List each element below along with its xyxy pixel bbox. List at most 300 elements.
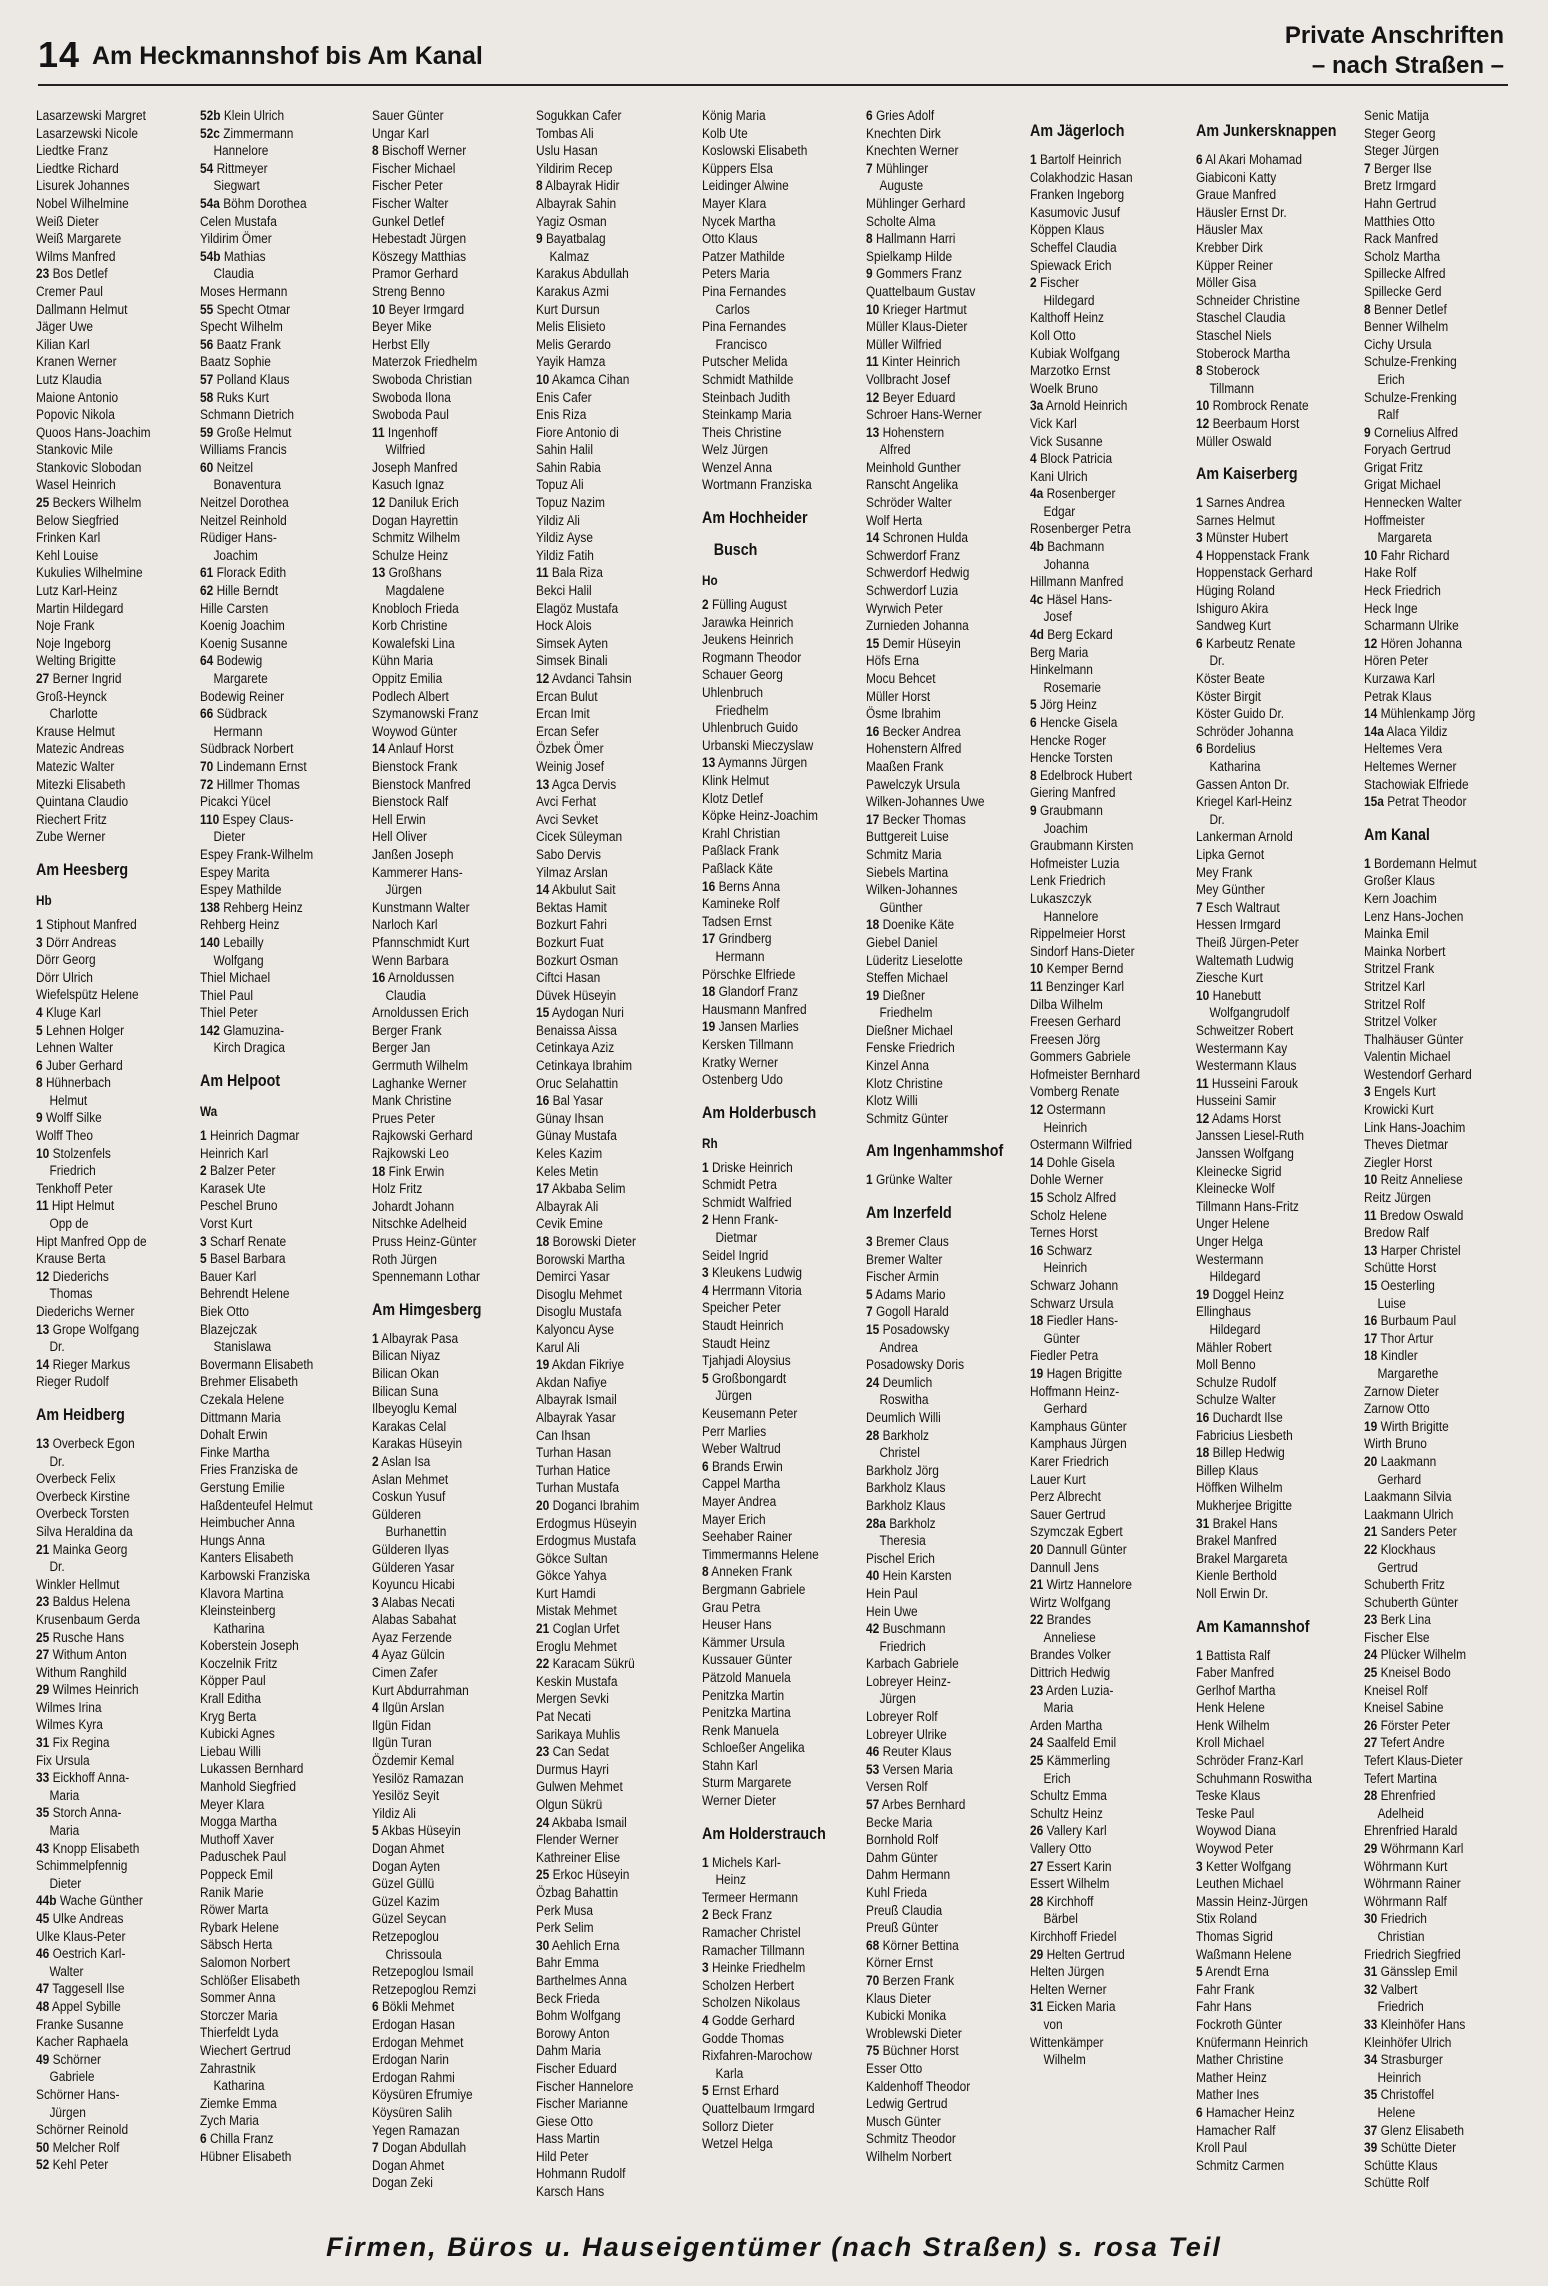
resident-entry: Uhlenbruch xyxy=(702,685,763,702)
resident-entry: 52 Kehl Peter xyxy=(36,2157,109,2174)
resident-entry: 10 Kemper Bernd xyxy=(1030,961,1124,978)
house-number: 46 xyxy=(36,1946,50,1963)
house-number: 6 xyxy=(372,1999,379,2016)
street-heading: Am Jägerloch xyxy=(1030,121,1125,140)
resident-entry: 23 Baldus Helena xyxy=(36,1594,131,1611)
resident-entry: Deumlich Willi xyxy=(866,1409,941,1426)
resident-entry: 14 Akbulut Sait xyxy=(536,882,616,899)
resident-entry: 12 Beerbaum Horst xyxy=(1196,415,1300,432)
resident-entry: Gommers Gabriele xyxy=(1030,1049,1131,1066)
resident-entry: Schörner Hans- xyxy=(36,2086,120,2103)
resident-entry: Diederichs Werner xyxy=(36,1304,135,1320)
resident-entry: Kowalefski Lina xyxy=(372,635,455,652)
resident-entry: Wilken-Johannes xyxy=(866,882,958,899)
house-number: 4 xyxy=(1030,451,1037,468)
house-number: 16 xyxy=(1030,1242,1044,1259)
house-number: 11 xyxy=(536,565,549,582)
resident-entry: Giebel Daniel xyxy=(866,934,938,951)
resident-entry: 4c Häsel Hans- xyxy=(1030,591,1113,608)
resident-entry: Heinrich xyxy=(1043,1260,1088,1277)
resident-entry: Faber Manfred xyxy=(1196,1665,1275,1682)
resident-entry: Kneisel Sabine xyxy=(1364,1700,1444,1717)
resident-entry: Katharina xyxy=(213,1620,265,1637)
resident-entry: Hennecken Walter xyxy=(1364,495,1462,512)
resident-entry: Anneliese xyxy=(1043,1629,1096,1646)
resident-entry: Thiel Michael xyxy=(200,970,271,987)
resident-entry: Putscher Melida xyxy=(702,354,788,371)
resident-entry: Erdogan Mehmet xyxy=(372,2034,464,2051)
resident-entry: Steinbach Judith xyxy=(702,389,791,406)
resident-entry: Vomberg Renate xyxy=(1030,1084,1120,1101)
resident-entry: 19 Wirth Brigitte xyxy=(1364,1418,1449,1435)
resident-entry: Johardt Johann xyxy=(372,1198,455,1215)
resident-entry: Thiel Peter xyxy=(200,1005,258,1022)
house-number: 23 xyxy=(536,1744,550,1761)
resident-entry: Swoboda Paul xyxy=(372,407,449,424)
house-number: 4 xyxy=(36,1004,43,1021)
resident-entry: Schweitzer Robert xyxy=(1196,1022,1294,1039)
resident-entry: Säbsch Herta xyxy=(200,1937,273,1954)
resident-entry: 18 Glandorf Franz xyxy=(702,984,799,1001)
resident-entry: 48 Appel Sybille xyxy=(36,1998,121,2015)
street-heading: Am Inzerfeld xyxy=(866,1203,952,1223)
house-number: 10 xyxy=(1196,398,1210,415)
house-number: 37 xyxy=(1364,2122,1378,2139)
resident-entry: Ramacher Christel xyxy=(702,1925,801,1942)
resident-entry: Gökce Yahya xyxy=(536,1568,607,1585)
resident-entry: Dr. xyxy=(1209,653,1225,670)
resident-entry: 10 Beyer Irmgard xyxy=(372,301,465,318)
resident-entry: 6 Al Akari Mohamad xyxy=(1196,152,1302,168)
house-number: 52c xyxy=(200,125,220,142)
resident-entry: 14 Mühlenkamp Jörg xyxy=(1364,706,1476,723)
house-number: 10 xyxy=(1196,987,1210,1004)
resident-entry: 23 Bos Detlef xyxy=(36,266,108,283)
resident-entry: Margarethe xyxy=(1377,1365,1439,1382)
resident-entry: Bretz Irmgard xyxy=(1364,178,1437,195)
resident-entry: Perr Marlies xyxy=(702,1423,767,1440)
resident-entry: 15 Scholz Alfred xyxy=(1030,1190,1117,1207)
resident-entry: Perz Albrecht xyxy=(1030,1489,1101,1506)
resident-entry: Höfs Erna xyxy=(866,653,919,670)
resident-entry: Staudt Heinrich xyxy=(702,1318,784,1335)
resident-entry: Köppen Klaus xyxy=(1030,222,1105,239)
house-number: 16 xyxy=(1364,1313,1378,1330)
house-number: 4a xyxy=(1030,486,1044,503)
resident-entry: Bienstock Frank xyxy=(372,758,458,775)
resident-entry: Weinig Josef xyxy=(536,758,605,775)
directory-column-3 xyxy=(372,108,540,2216)
resident-entry: Sogukkan Cafer xyxy=(536,108,622,124)
house-number: 14 xyxy=(866,530,880,547)
resident-entry: Welting Brigitte xyxy=(36,653,116,670)
house-number: 6 xyxy=(1196,635,1203,652)
directory-column-4 xyxy=(536,108,704,2216)
resident-entry: Schmitz Maria xyxy=(866,846,942,863)
resident-entry: Bahr Emma xyxy=(536,1955,599,1972)
house-number: 1 xyxy=(1364,855,1371,872)
resident-entry: Alfred xyxy=(879,442,911,459)
resident-entry: Kranen Werner xyxy=(36,354,117,371)
resident-entry: Jäger Uwe xyxy=(36,319,93,336)
resident-entry: Mank Christine xyxy=(372,1093,452,1110)
resident-entry: Erich xyxy=(1043,1770,1071,1787)
house-number: 24 xyxy=(1364,1647,1378,1664)
resident-entry: Narloch Karl xyxy=(372,917,438,934)
resident-entry: Sarnes Helmut xyxy=(1196,512,1275,529)
resident-entry: Haßdenteufel Helmut xyxy=(200,1497,313,1514)
resident-entry: Preuß Claudia xyxy=(866,1902,943,1919)
resident-entry: Karbach Gabriele xyxy=(866,1656,959,1673)
resident-entry: Lukassen Bernhard xyxy=(200,1761,304,1778)
resident-entry: Christel xyxy=(879,1445,920,1462)
resident-entry: Maaßen Frank xyxy=(866,758,944,775)
resident-entry: Lüderitz Lieselotte xyxy=(866,952,963,969)
resident-entry: Dogan Ayten xyxy=(372,1858,441,1875)
resident-entry: Ostermann Wilfried xyxy=(1030,1137,1132,1154)
section-title: Private Anschriften xyxy=(1284,22,1504,49)
resident-entry: Topuz Nazim xyxy=(536,495,605,512)
resident-entry: Fischer Hannelore xyxy=(536,2078,634,2095)
resident-entry: Bodewig Reiner xyxy=(200,688,285,705)
resident-entry: 3 Dörr Andreas xyxy=(36,934,117,951)
resident-entry: Schmidt Walfried xyxy=(702,1194,792,1211)
resident-entry: 3 Heinke Friedhelm xyxy=(702,1960,806,1977)
resident-entry: Dannull Jens xyxy=(1030,1559,1099,1576)
resident-entry: 57 Polland Klaus xyxy=(200,371,290,388)
resident-entry: Hake Rolf xyxy=(1364,565,1417,582)
resident-entry: Scholz Helene xyxy=(1030,1207,1107,1224)
house-number: 12 xyxy=(866,389,880,406)
resident-entry: Link Hans-Joachim xyxy=(1364,1119,1466,1136)
house-number: 5 xyxy=(702,1370,709,1387)
house-number: 54 xyxy=(200,160,214,177)
resident-entry: Noje Ingeborg xyxy=(36,635,111,652)
resident-entry: Cevik Emine xyxy=(536,1216,603,1233)
resident-entry: Heinrich xyxy=(1043,1119,1088,1136)
resident-entry: Barkholz Klaus xyxy=(866,1497,946,1514)
resident-entry: 12 Adams Horst xyxy=(1196,1110,1281,1127)
resident-entry: 31 Brakel Hans xyxy=(1196,1515,1278,1532)
house-number: 52b xyxy=(200,108,221,124)
resident-entry: Mergen Sevki xyxy=(536,1691,609,1708)
house-number: 20 xyxy=(1030,1541,1044,1558)
street-heading: Am Hochheider xyxy=(702,508,808,528)
resident-entry: Moses Hermann xyxy=(200,283,288,300)
resident-entry: Mukherjee Brigitte xyxy=(1196,1497,1293,1514)
house-number: 13 xyxy=(372,565,386,582)
resident-entry: Jürgen xyxy=(49,2104,86,2121)
resident-entry: Stankovic Mile xyxy=(36,442,113,459)
resident-entry: 68 Körner Bettina xyxy=(866,1937,959,1954)
house-number: 2 xyxy=(1030,275,1037,292)
resident-entry: Roth Jürgen xyxy=(372,1251,437,1268)
house-number: 50 xyxy=(36,2139,50,2156)
resident-entry: 1 Sarnes Andrea xyxy=(1196,495,1285,512)
resident-entry: Stahn Karl xyxy=(702,1757,758,1774)
resident-entry: Liebau Willi xyxy=(200,1743,261,1760)
resident-entry: 47 Taggesell Ilse xyxy=(36,1981,125,1998)
resident-entry: Dogan Ahmet xyxy=(372,2157,445,2174)
house-number: 15 xyxy=(866,635,880,652)
resident-entry: Schultz Emma xyxy=(1030,1788,1107,1805)
resident-entry: 2 Beck Franz xyxy=(702,1907,773,1924)
resident-entry: Pischel Erich xyxy=(866,1550,935,1567)
resident-entry: Erdogan Narin xyxy=(372,2052,449,2069)
house-number: 64 xyxy=(200,653,214,670)
resident-entry: Marzotko Ernst xyxy=(1030,363,1111,380)
resident-entry: Brakel Manfred xyxy=(1196,1533,1277,1550)
house-number: 8 xyxy=(702,1564,709,1581)
resident-entry: Schmidt Petra xyxy=(702,1177,777,1194)
house-number: 34 xyxy=(1364,2052,1378,2069)
resident-entry: Turhan Hasan xyxy=(536,1445,612,1462)
resident-entry: 4 Kluge Karl xyxy=(36,1004,101,1021)
resident-entry: Schmidt Mathilde xyxy=(702,371,794,388)
resident-entry: Schwarz Johann xyxy=(1030,1278,1119,1294)
resident-entry: Lehnen Walter xyxy=(36,1040,114,1057)
resident-entry: Williams Francis xyxy=(200,442,287,459)
resident-entry: Schulze Rudolf xyxy=(1196,1374,1277,1391)
resident-entry: 64 Bodewig xyxy=(200,653,263,670)
house-number: 4 xyxy=(702,2013,709,2029)
resident-entry: Schroer Hans-Werner xyxy=(866,407,982,424)
resident-entry: Retzepoglou Remzi xyxy=(372,1981,477,1998)
resident-entry: Karla xyxy=(715,2065,744,2082)
resident-entry: Bilican Okan xyxy=(372,1365,439,1382)
house-number: 18 xyxy=(1196,1445,1210,1462)
resident-entry: Ramacher Tillmann xyxy=(702,1942,805,1959)
house-number: 11 xyxy=(866,354,879,371)
house-number: 9 xyxy=(36,1110,43,1127)
resident-entry: Dr. xyxy=(49,1559,65,1576)
resident-entry: von xyxy=(1043,2016,1063,2033)
resident-entry: Kalthoff Heinz xyxy=(1030,310,1104,327)
resident-entry: Cetinkaya Aziz xyxy=(536,1040,615,1057)
resident-entry: Musch Günter xyxy=(866,2113,941,2130)
resident-entry: 29 Helten Gertrud xyxy=(1030,1946,1125,1963)
house-number: 8 xyxy=(1196,363,1203,380)
resident-entry: Luise xyxy=(1377,1295,1406,1312)
resident-entry: Kalyoncu Ayse xyxy=(536,1321,614,1338)
street-heading: Am Helpoot xyxy=(200,1071,281,1091)
house-number: 70 xyxy=(200,758,214,775)
resident-entry: Sabo Dervis xyxy=(536,846,601,863)
resident-entry: Wiefelspütz Helene xyxy=(36,987,139,1004)
resident-entry: Ledwig Gertrud xyxy=(866,2096,948,2113)
resident-entry: Müller Klaus-Dieter xyxy=(866,319,968,336)
resident-entry: Rogmann Theodor xyxy=(702,649,802,666)
resident-entry: Sollorz Dieter xyxy=(702,2118,774,2135)
resident-entry: 16 Arnoldussen xyxy=(372,970,455,987)
resident-entry: Grigat Fritz xyxy=(1364,459,1423,476)
resident-entry: Dahm Maria xyxy=(536,2043,601,2060)
resident-entry: Köster Birgit xyxy=(1196,688,1261,705)
resident-entry: Albayrak Yasar xyxy=(536,1409,616,1426)
resident-entry: 7 Berger Ilse xyxy=(1364,160,1432,177)
house-number: 24 xyxy=(866,1374,880,1391)
directory-column-9 xyxy=(1364,108,1524,2216)
house-number: 1 xyxy=(372,1330,379,1347)
resident-entry: Gertrud xyxy=(1377,1559,1418,1576)
resident-entry: 49 Schörner xyxy=(36,2051,101,2068)
house-number: 33 xyxy=(1364,2016,1378,2033)
resident-entry: Klotz Christine xyxy=(866,1075,943,1092)
house-number: 14 xyxy=(1030,1154,1044,1171)
resident-entry: Sommer Anna xyxy=(200,1990,276,2007)
resident-entry: Schultz Heinz xyxy=(1030,1805,1103,1822)
resident-entry: Dr. xyxy=(49,1453,65,1470)
resident-entry: 26 Vallery Karl xyxy=(1030,1823,1107,1840)
resident-entry: Melis Elisieto xyxy=(536,319,606,336)
resident-entry: Neitzel Dorothea xyxy=(200,495,289,512)
directory-column-8 xyxy=(1196,108,1364,2216)
house-number: 6 xyxy=(36,1057,43,1074)
resident-entry: 27 Essert Karin xyxy=(1030,1858,1112,1875)
resident-entry: Lisurek Johannes xyxy=(36,178,130,195)
resident-entry: Koslowski Elisabeth xyxy=(702,143,808,160)
resident-entry: 34 Strasburger xyxy=(1364,2052,1443,2069)
resident-entry: Sauer Günter xyxy=(372,108,444,124)
resident-entry: Tillmann xyxy=(1209,380,1255,397)
resident-entry: Bektas Hamit xyxy=(536,899,607,916)
resident-entry: Margareta xyxy=(1377,530,1432,547)
house-number: 54b xyxy=(200,248,221,265)
house-number: 5 xyxy=(1196,1964,1203,1981)
house-number: 27 xyxy=(36,1647,50,1664)
house-number: 142 xyxy=(200,1022,220,1039)
resident-entry: 20 Doganci Ibrahim xyxy=(536,1497,640,1514)
resident-entry: Tillmann Hans-Fritz xyxy=(1196,1198,1299,1215)
resident-entry: Stix Roland xyxy=(1196,1911,1257,1928)
resident-entry: 12 Avdanci Tahsin xyxy=(536,671,632,687)
resident-entry: 15 Posadowsky xyxy=(866,1322,950,1338)
resident-entry: Günter xyxy=(1043,1330,1080,1347)
resident-entry: Wilmes Irina xyxy=(36,1699,102,1716)
resident-entry: Benaissa Aissa xyxy=(536,1022,617,1039)
house-number: 28 xyxy=(866,1427,880,1444)
house-number: 68 xyxy=(866,1937,880,1954)
house-number: 15a xyxy=(1364,794,1384,811)
resident-entry: Gülderen Yasar xyxy=(372,1559,455,1576)
house-number: 25 xyxy=(36,495,50,512)
resident-entry: 7 Dogan Abdullah xyxy=(372,2140,467,2157)
resident-entry: Becke Maria xyxy=(866,1814,933,1831)
resident-entry: Noll Erwin Dr. xyxy=(1196,1585,1269,1602)
resident-entry: Klotz Detlef xyxy=(702,790,763,807)
house-number: 72 xyxy=(200,776,214,793)
resident-entry: Rosemarie xyxy=(1043,679,1102,696)
house-number: 11 xyxy=(372,424,385,441)
resident-entry: Heltemes Werner xyxy=(1364,758,1457,775)
resident-entry: Espey Mathilde xyxy=(200,882,282,899)
house-number: 7 xyxy=(866,160,873,177)
resident-entry: Petrak Klaus xyxy=(1364,688,1432,705)
house-number: 11 xyxy=(1030,978,1043,995)
resident-entry: Prues Peter xyxy=(372,1110,435,1127)
house-number: 28a xyxy=(866,1515,886,1532)
resident-entry: Zych Maria xyxy=(200,2113,259,2130)
resident-entry: Güzel Güllü xyxy=(372,1876,435,1893)
page-number: 14 xyxy=(38,34,81,75)
house-number: 3 xyxy=(866,1234,873,1251)
resident-entry: Staschel Niels xyxy=(1196,327,1272,344)
resident-entry: Ranscht Angelika xyxy=(866,477,959,494)
resident-entry: Freesen Jörg xyxy=(1030,1031,1101,1048)
house-number: 49 xyxy=(36,2051,50,2068)
resident-entry: Otto Klaus xyxy=(702,231,758,248)
resident-entry: Quattelbaum Irmgard xyxy=(702,2100,815,2117)
resident-entry: Zahrastnik xyxy=(200,2060,256,2077)
resident-entry: 12 Beyer Eduard xyxy=(866,389,956,406)
resident-entry: 70 Lindemann Ernst xyxy=(200,758,307,775)
resident-entry: 3a Arnold Heinrich xyxy=(1030,398,1128,415)
house-number: 21 xyxy=(536,1621,550,1638)
resident-entry: 6 Brands Erwin xyxy=(702,1458,783,1475)
resident-entry: Kanters Elisabeth xyxy=(200,1550,294,1567)
resident-entry: Bonaventura xyxy=(213,477,282,494)
resident-entry: 17 Grindberg xyxy=(702,931,772,948)
resident-entry: 4 Ayaz Gülcin xyxy=(372,1647,445,1664)
resident-entry: Grigat Michael xyxy=(1364,477,1441,494)
house-number: 30 xyxy=(536,1937,550,1954)
resident-entry: 44b Wache Günther xyxy=(36,1893,143,1910)
resident-entry: Preuß Günter xyxy=(866,1920,939,1937)
resident-entry: Oppitz Emilia xyxy=(372,671,443,687)
house-number: 4 xyxy=(372,1700,379,1717)
resident-entry: Zube Werner xyxy=(36,829,106,846)
resident-entry: Hannelore xyxy=(213,143,269,160)
resident-entry: Röwer Marta xyxy=(200,1902,269,1919)
resident-entry: 17 Akbaba Selim xyxy=(536,1181,626,1198)
house-number: 13 xyxy=(36,1321,50,1338)
resident-entry: Opp de xyxy=(49,1216,89,1233)
resident-entry: 3 Münster Hubert xyxy=(1196,530,1289,547)
resident-entry: Lipka Gernot xyxy=(1196,846,1265,863)
resident-entry: Enis Cafer xyxy=(536,389,592,406)
resident-entry: Andrea xyxy=(879,1339,918,1356)
resident-entry: 23 Can Sedat xyxy=(536,1744,609,1761)
resident-entry: Weiß Margarete xyxy=(36,231,122,248)
house-number: 58 xyxy=(200,389,214,406)
resident-entry: 25 Kämmerling xyxy=(1030,1753,1111,1770)
resident-entry: Edgar xyxy=(1043,503,1076,520)
resident-entry: Korb Christine xyxy=(372,618,448,635)
resident-entry: Körner Ernst xyxy=(866,1955,933,1972)
resident-entry: Husseini Samir xyxy=(1196,1093,1277,1110)
resident-entry: 4d Berg Eckard xyxy=(1030,627,1113,644)
resident-entry: Kühn Maria xyxy=(372,653,433,670)
resident-entry: Hoffmeister xyxy=(1364,512,1425,529)
house-number: 13 xyxy=(536,776,550,793)
resident-entry: Schütte Klaus xyxy=(1364,2157,1438,2174)
resident-entry: Beck Frieda xyxy=(536,1990,600,2007)
resident-entry: Storczer Maria xyxy=(200,2007,278,2024)
resident-entry: Küppers Elsa xyxy=(702,160,773,177)
resident-entry: Akdan Nafiye xyxy=(536,1374,607,1391)
house-number: 20 xyxy=(536,1497,550,1514)
resident-entry: Wilmes Kyra xyxy=(36,1717,103,1734)
resident-entry: Matezic Walter xyxy=(36,758,115,775)
resident-entry: Dörr Georg xyxy=(36,952,96,969)
resident-entry: Laghanke Werner xyxy=(372,1075,467,1092)
resident-entry: Küpper Reiner xyxy=(1196,257,1273,274)
resident-entry: 1 Driske Heinrich xyxy=(702,1159,793,1176)
resident-entry: Kacher Raphaela xyxy=(36,2034,129,2051)
resident-entry: 5 Ernst Erhard xyxy=(702,2083,779,2100)
resident-entry: Pätzold Manuela xyxy=(702,1669,791,1686)
resident-entry: Janssen Liesel-Ruth xyxy=(1196,1128,1304,1145)
